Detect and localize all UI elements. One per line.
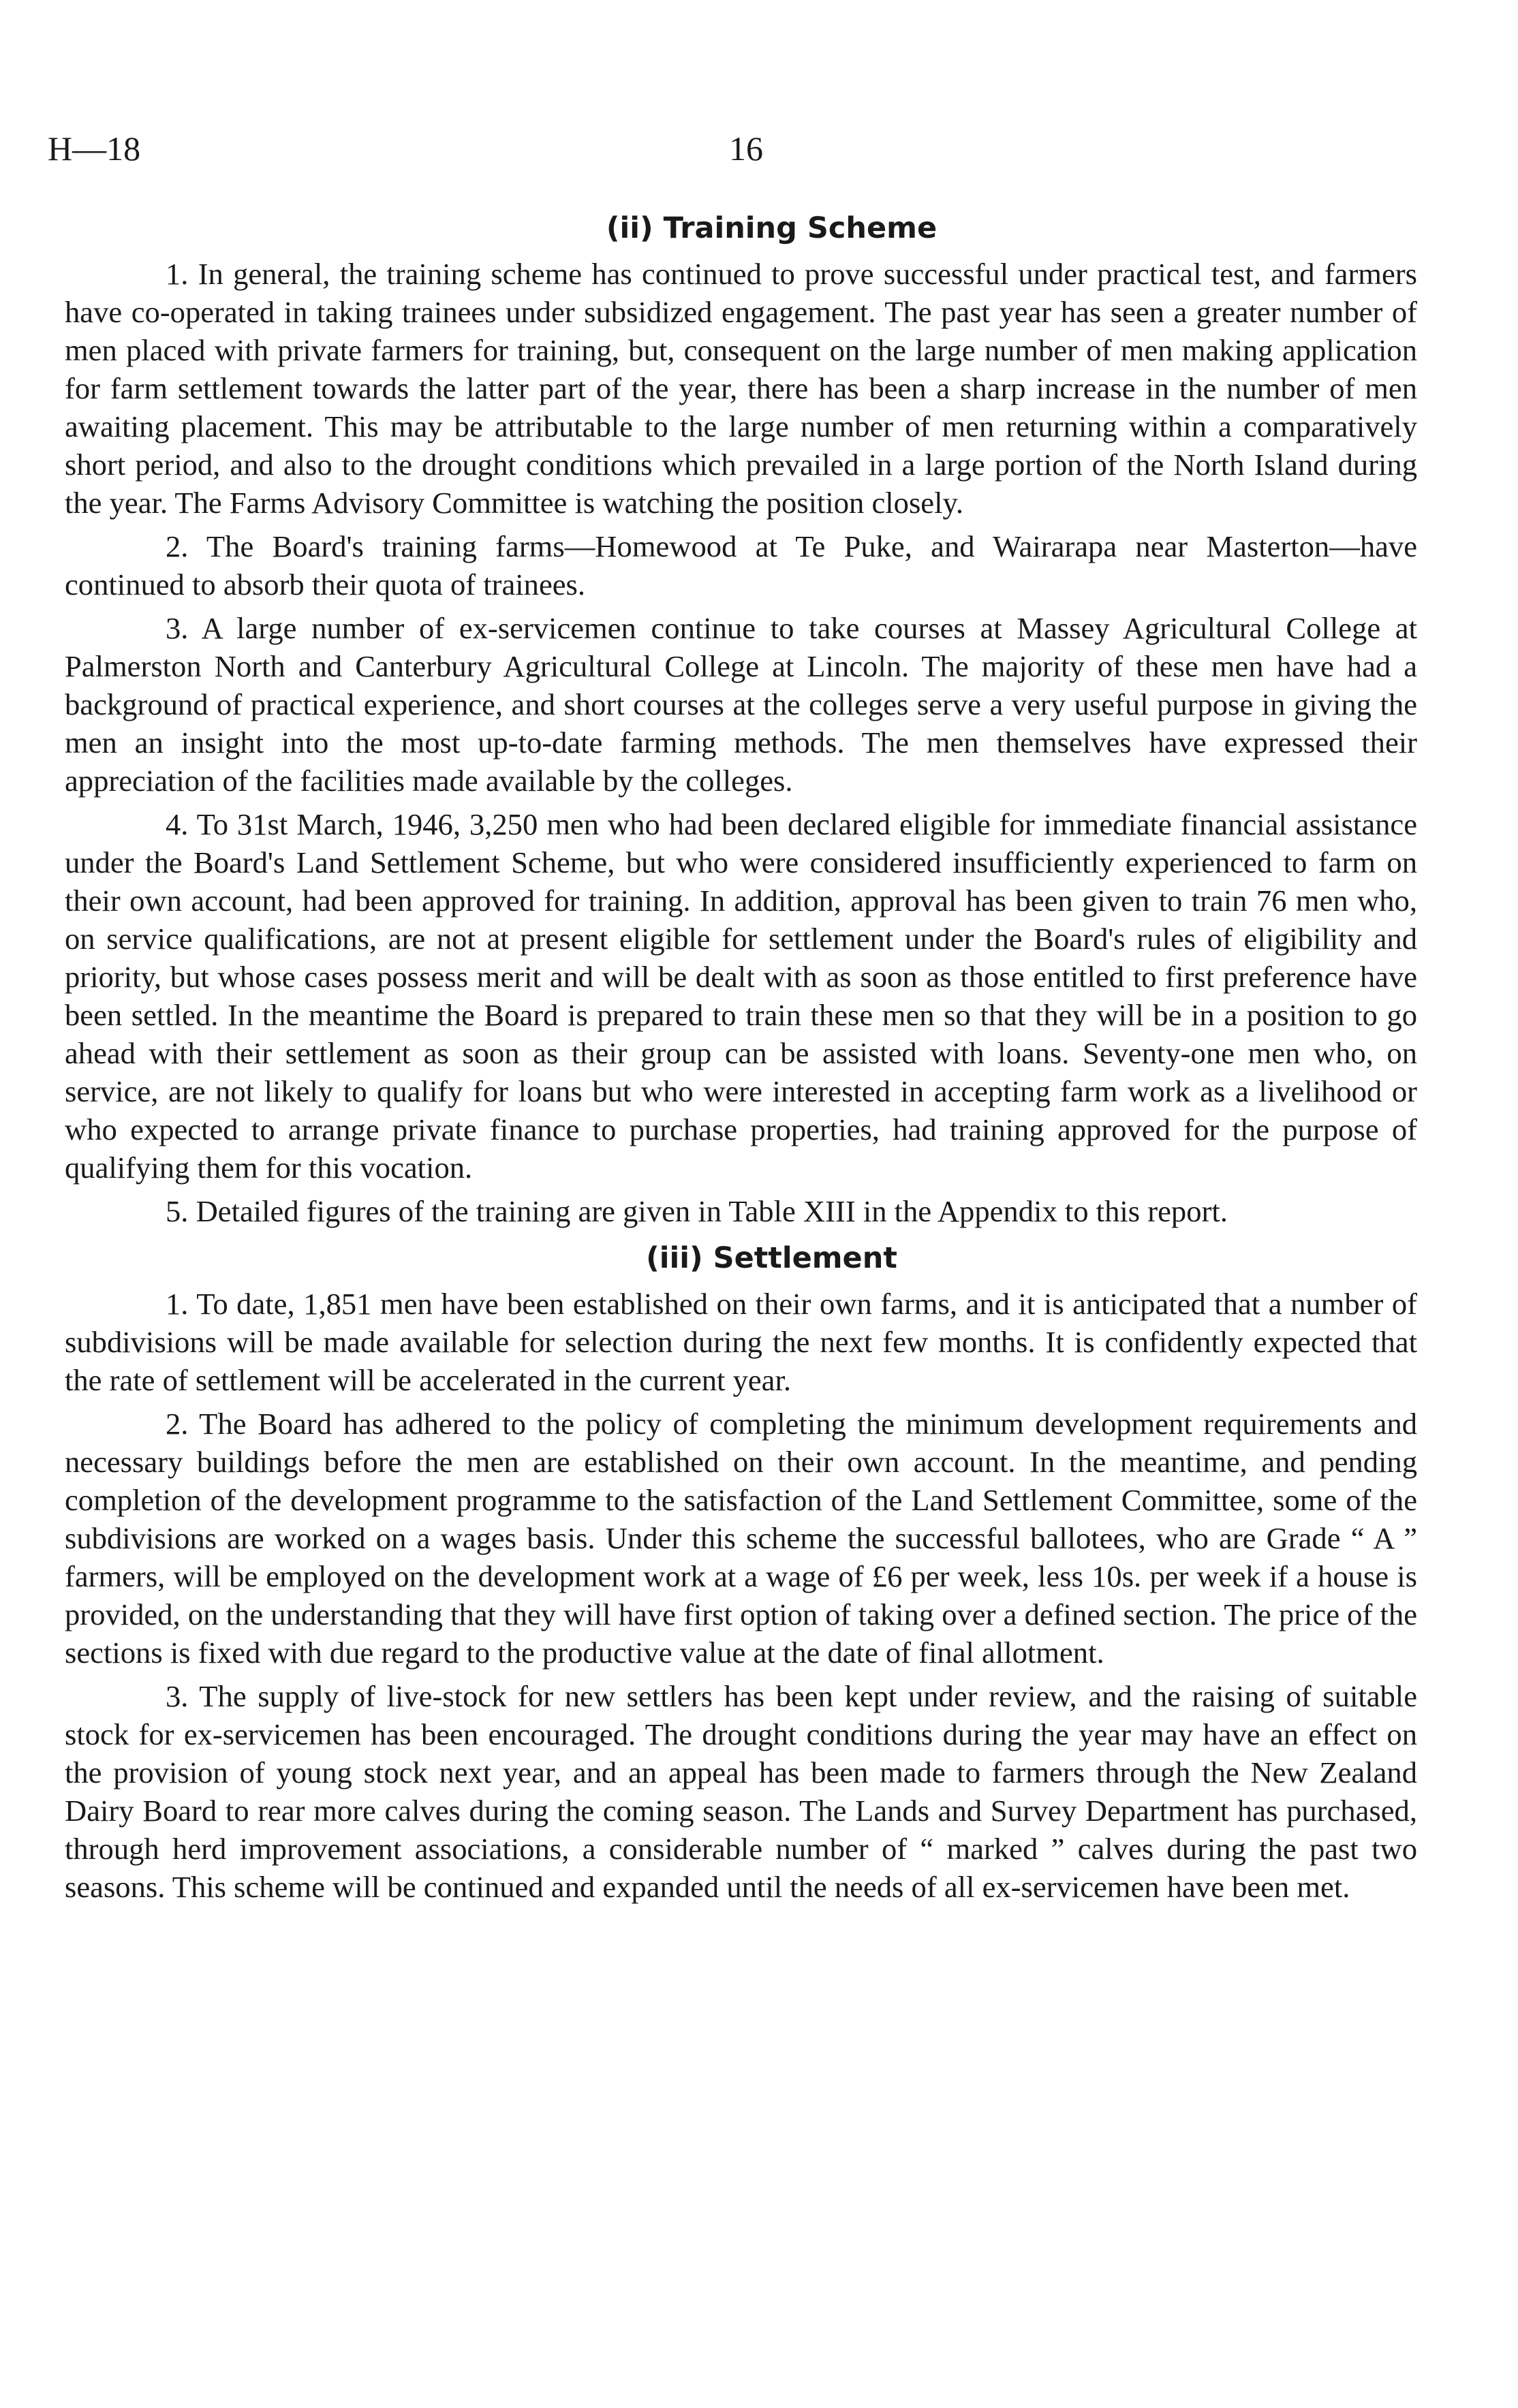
paragraph: 5. Detailed figures of the training are given in Table XIII in the Appendix to this report. [166, 1194, 1228, 1228]
page-header [48, 128, 1463, 176]
paragraph: 2. The Board's training farms—Homewood at Te Puke, and Wairarapa near Masterton—have continued to absorb their quota of trainees. [65, 529, 1417, 601]
paragraph: 1. In general, the training scheme has continued to prove successful under practical test, and farmers have co-operated in taking trainees under subsidized engagement. The past year has seen a greater number of men placed with private farmers for training, but, consequent on the large number of men making application for farm settlement towards the latter part of the year, there has been a sharp increase in the number of men awaiting placement. This may be attributable to the large number of men returning within a comparatively short period, and also to the drought conditions which prevailed in a large portion of the North Island during the year. The Farms Advisory Committee is watching the position closely. [65, 257, 1417, 520]
paragraph: 4. To 31st March, 1946, 3,250 men who had been declared eligible for immediate financial assistance under the Board's Land Settlement Scheme, but who were considered insufficiently experienced to farm on their own account, had been approved for training. In addition, approval has been given to train 76 men who, on service qualifications, are not at present eligible for settlement under the Board's rules of eligibility and priority, but whose cases possess merit and will be dealt with as soon as those entitled to first preference have been settled. In the meantime the Board is prepared to train these men so that they will be in a position to go ahead with their settlement as soon as their group can be assisted with loans. Seventy-one men who, on service, are not likely to qualify for loans but who were interested in accepting farm work as a livelihood or who expected to arrange private finance to purchase properties, had training approved for the purpose of qualifying them for this vocation. [65, 807, 1417, 1185]
section-heading: (iii) Settlement [646, 1241, 897, 1275]
document-body [65, 208, 1417, 1911]
section-settlement [65, 1238, 1417, 1906]
paragraph: 2. The Board has adhered to the policy of completing the minimum development requirements and necessary buildings before the men are established on their own account. In the meantime, and pending completion of the development programme to the satisfaction of the Land Settlement Committee, some of the subdivisions are worked on a wages basis. Under this scheme the successful ballotees, who are Grade “ A ” farmers, will be employed on the development work at a wage of £6 per week, less 10s. per week if a house is provided, on the understanding that they will have first option of taking over a defined section. The price of the sections is fixed with due regard to the productive value at the date of final allotment. [65, 1407, 1417, 1670]
page-number: 16 [729, 129, 763, 168]
page-reference: H—18 [48, 129, 141, 168]
paragraph: 1. To date, 1,851 men have been established on their own farms, and it is anticipated that a number of subdivisions will be made available for selection during the next few months. It is confidently expected that the rate of settlement will be accelerated in the current year. [65, 1287, 1417, 1397]
paragraph: 3. The supply of live-stock for new settlers has been kept under review, and the raising of suitable stock for ex-servicemen has been encouraged. The drought conditions during the year may have an effect on the provision of young stock next year, and an appeal has been made to farmers through the New Zealand Dairy Board to rear more calves during the coming season. The Lands and Survey Department has purchased, through herd improvement associations, a considerable number of “ marked ” calves during the past two seasons. This scheme will be continued and expanded until the needs of all ex-servicemen have been met. [65, 1679, 1417, 1904]
paragraph: 3. A large number of ex-servicemen continue to take courses at Massey Agricultural College at Palmerston North and Canterbury Agricultural College at Lincoln. The majority of these men have had a background of practical experience, and short courses at the colleges serve a very useful purpose in giving the men an insight into the most up-to-date farming methods. The men themselves have expressed their appreciation of the facilities made available by the colleges. [65, 611, 1417, 798]
section-heading: (ii) Training Scheme [606, 211, 938, 245]
section-training-scheme [65, 208, 1417, 1230]
